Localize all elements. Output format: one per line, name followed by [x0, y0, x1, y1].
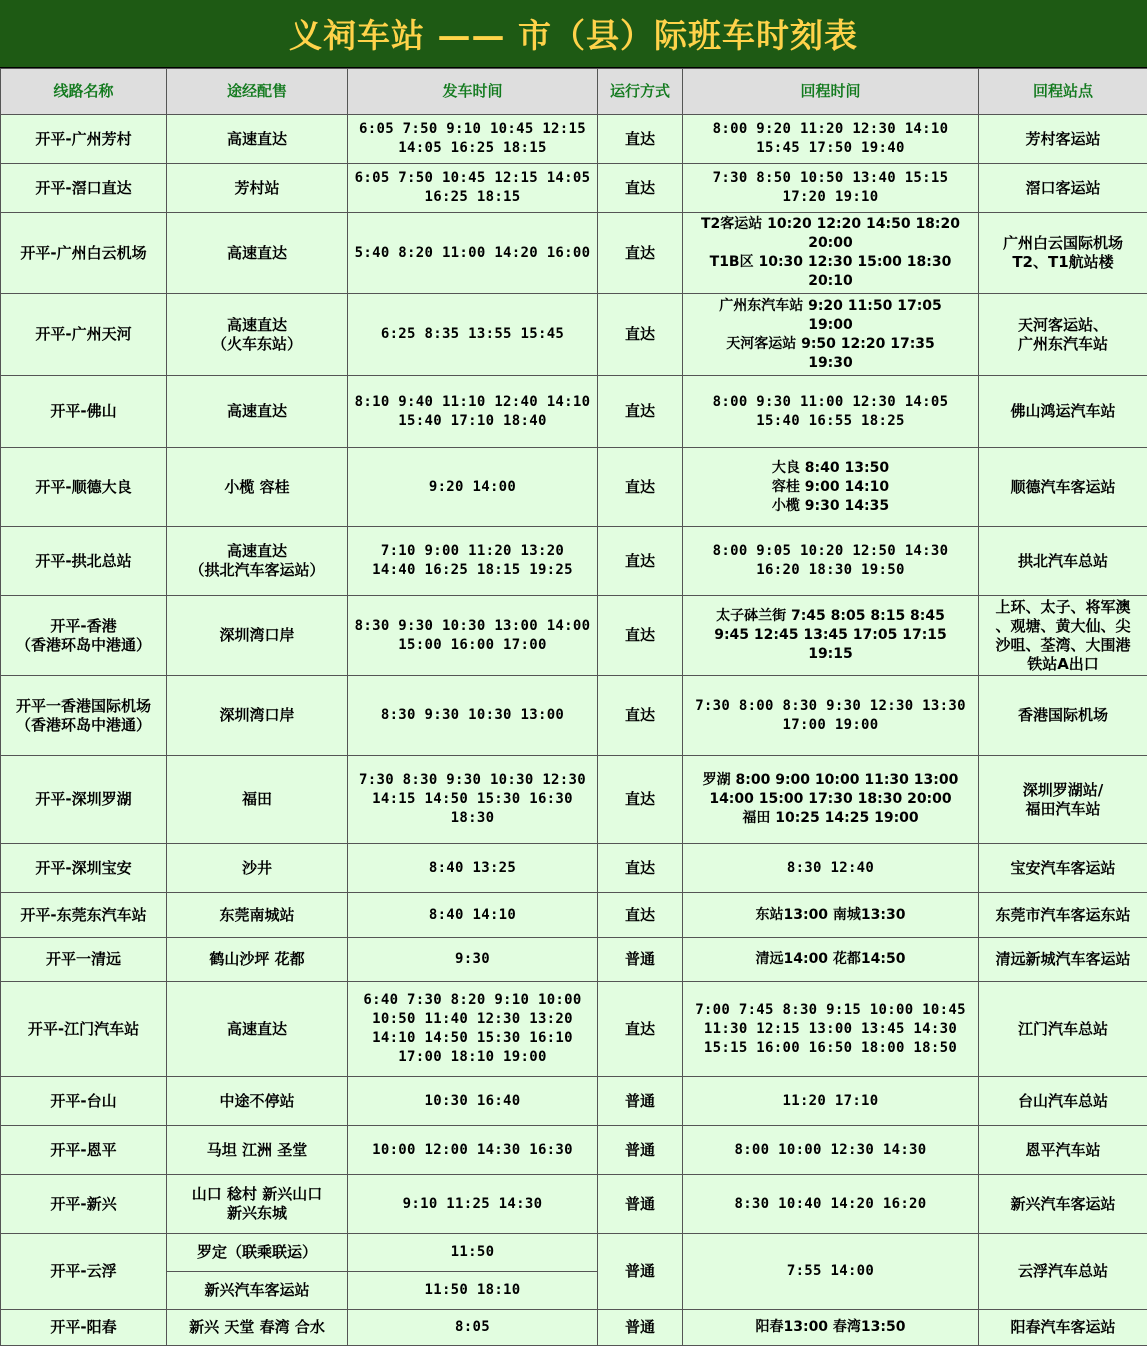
- table-row: [1, 844, 1147, 893]
- return-times: 8:00 9:20 11:20 12:30 14:10 15:45 17:50 19:40: [683, 115, 979, 164]
- return-times: 8:00 10:00 12:30 14:30: [683, 1126, 979, 1175]
- departure-times: 9:10 11:25 14:30: [348, 1175, 598, 1234]
- run-mode: 直达: [598, 844, 683, 893]
- departure-times: 8:40 13:25: [348, 844, 598, 893]
- return-station: 天河客运站、 广州东汽车站: [979, 294, 1147, 376]
- return-station: 云浮汽车总站: [979, 1234, 1147, 1310]
- departure-times: 6:05 7:50 9:10 10:45 12:15 14:05 16:25 18:15: [348, 115, 598, 164]
- route-name: 开平-深圳宝安: [1, 844, 167, 893]
- route-name: 开平-佛山: [1, 376, 167, 448]
- via-stops: 新兴 天堂 春湾 合水: [167, 1310, 348, 1346]
- return-station: 芳村客运站: [979, 115, 1147, 164]
- departure-times: 7:30 8:30 9:30 10:30 12:30 14:15 14:50 15:30 16:30 18:30: [348, 756, 598, 844]
- departure-times: 7:10 9:00 11:20 13:20 14:40 16:25 18:15 19:25: [348, 527, 598, 596]
- table-row: [1, 893, 1147, 938]
- run-mode: 直达: [598, 448, 683, 527]
- route-name: 开平-阳春: [1, 1310, 167, 1346]
- route-name: 开平-新兴: [1, 1175, 167, 1234]
- departure-times: 9:30: [348, 938, 598, 982]
- run-mode: 普通: [598, 1126, 683, 1175]
- departure-times: 8:30 9:30 10:30 13:00: [348, 676, 598, 756]
- table-row: [1, 596, 1147, 676]
- run-mode: 普通: [598, 1310, 683, 1346]
- return-times: 7:30 8:50 10:50 13:40 15:15 17:20 19:10: [683, 164, 979, 213]
- route-name: 开平-江门汽车站: [1, 982, 167, 1077]
- route-name: 开平-顺德大良: [1, 448, 167, 527]
- run-mode: 直达: [598, 596, 683, 676]
- return-times: 8:30 10:40 14:20 16:20: [683, 1175, 979, 1234]
- return-station: 深圳罗湖站/ 福田汽车站: [979, 756, 1147, 844]
- return-times: 广州东汽车站 9:20 11:50 17:05 19:00 天河客运站 9:50 12:20 17:35 19:30: [683, 294, 979, 376]
- via-stops: 高速直达: [167, 213, 348, 294]
- via-stops: 深圳湾口岸: [167, 676, 348, 756]
- return-station: 宝安汽车客运站: [979, 844, 1147, 893]
- via-stops: 芳村站: [167, 164, 348, 213]
- return-times: 大良 8:40 13:50 容桂 9:00 14:10 小榄 9:30 14:35: [683, 448, 979, 527]
- return-times: 东站13:00 南城13:30: [683, 893, 979, 938]
- route-name: 开平-深圳罗湖: [1, 756, 167, 844]
- return-station: 滘口客运站: [979, 164, 1147, 213]
- departure-times: 8:40 14:10: [348, 893, 598, 938]
- route-name: 开平-广州天河: [1, 294, 167, 376]
- return-station: 东莞市汽车客运东站: [979, 893, 1147, 938]
- return-station: 佛山鸿运汽车站: [979, 376, 1147, 448]
- return-station: 台山汽车总站: [979, 1077, 1147, 1126]
- table-row: [1, 1310, 1147, 1346]
- route-name: 开平-香港 （香港环岛中港通）: [1, 596, 167, 676]
- departure-times: 6:25 8:35 13:55 15:45: [348, 294, 598, 376]
- return-station: 拱北汽车总站: [979, 527, 1147, 596]
- departure-times: 6:40 7:30 8:20 9:10 10:00 10:50 11:40 12:30 13:20 14:10 14:50 15:30 16:10 17:00 18:10 19:00: [348, 982, 598, 1077]
- departure-times: 9:20 14:00: [348, 448, 598, 527]
- table-row: [1, 213, 1147, 294]
- departure-times: 8:30 9:30 10:30 13:00 14:00 15:00 16:00 17:00: [348, 596, 598, 676]
- departure-times: 10:30 16:40: [348, 1077, 598, 1126]
- header-via: 途经配售: [167, 69, 348, 115]
- run-mode: 普通: [598, 1077, 683, 1126]
- return-times: 8:00 9:30 11:00 12:30 14:05 15:40 16:55 18:25: [683, 376, 979, 448]
- run-mode: 普通: [598, 1175, 683, 1234]
- return-station: 广州白云国际机场 T2、T1航站楼: [979, 213, 1147, 294]
- return-station: 阳春汽车客运站: [979, 1310, 1147, 1346]
- table-row: [1, 1126, 1147, 1175]
- run-mode: 普通: [598, 938, 683, 982]
- via-stops: 高速直达 （拱北汽车客运站）: [167, 527, 348, 596]
- departure-times: 6:05 7:50 10:45 12:15 14:05 16:25 18:15: [348, 164, 598, 213]
- return-station: 新兴汽车客运站: [979, 1175, 1147, 1234]
- return-station: 香港国际机场: [979, 676, 1147, 756]
- table-row: [1, 676, 1147, 756]
- table-row: [1, 527, 1147, 596]
- run-mode: 普通: [598, 1234, 683, 1310]
- via-stops: 东莞南城站: [167, 893, 348, 938]
- table-row: [1, 982, 1147, 1077]
- return-times: 清远14:00 花都14:50: [683, 938, 979, 982]
- table-row: [1, 376, 1147, 448]
- via-stops: 山口 稔村 新兴山口 新兴东城: [167, 1175, 348, 1234]
- route-name: 开平-台山: [1, 1077, 167, 1126]
- via-stops: 中途不停站: [167, 1077, 348, 1126]
- via-stops: 高速直达: [167, 982, 348, 1077]
- run-mode: 直达: [598, 527, 683, 596]
- return-times: 太子砵兰街 7:45 8:05 8:15 8:45 9:45 12:45 13:45 17:05 17:15 19:15: [683, 596, 979, 676]
- return-station: 江门汽车总站: [979, 982, 1147, 1077]
- run-mode: 直达: [598, 893, 683, 938]
- route-name: 开平一清远: [1, 938, 167, 982]
- return-times: T2客运站 10:20 12:20 14:50 18:20 20:00 T1B区 10:30 12:30 15:00 18:30 20:10: [683, 213, 979, 294]
- return-times: 7:55 14:00: [683, 1234, 979, 1310]
- route-name: 开平-东莞东汽车站: [1, 893, 167, 938]
- return-station: 顺德汽车客运站: [979, 448, 1147, 527]
- header-return: 回程时间: [683, 69, 979, 115]
- return-times: 阳春13:00 春湾13:50: [683, 1310, 979, 1346]
- return-times: 7:00 7:45 8:30 9:15 10:00 10:45 11:30 12:15 13:00 13:45 14:30 15:15 16:00 16:50 18:00 18:50: [683, 982, 979, 1077]
- table-row: [1, 756, 1147, 844]
- return-times: 11:20 17:10: [683, 1077, 979, 1126]
- route-name: 开平-云浮: [1, 1234, 167, 1310]
- via-stops: 沙井: [167, 844, 348, 893]
- departure-times: 10:00 12:00 14:30 16:30: [348, 1126, 598, 1175]
- return-times: 8:30 12:40: [683, 844, 979, 893]
- run-mode: 直达: [598, 115, 683, 164]
- run-mode: 直达: [598, 376, 683, 448]
- via-stops: 罗定（联乘联运）: [167, 1234, 348, 1272]
- table-row: [1, 164, 1147, 213]
- departure-times: 8:05: [348, 1310, 598, 1346]
- table-row: [1, 1175, 1147, 1234]
- run-mode: 直达: [598, 164, 683, 213]
- return-times: 7:30 8:00 8:30 9:30 12:30 13:30 17:00 19:00: [683, 676, 979, 756]
- return-station: 恩平汽车站: [979, 1126, 1147, 1175]
- departure-times: 11:50: [348, 1234, 598, 1272]
- via-stops: 高速直达 （火车东站）: [167, 294, 348, 376]
- via-stops: 鹤山沙坪 花都: [167, 938, 348, 982]
- table-row: [1, 115, 1147, 164]
- run-mode: 直达: [598, 676, 683, 756]
- route-name: 开平-恩平: [1, 1126, 167, 1175]
- via-stops: 小榄 容桂: [167, 448, 348, 527]
- table-row: [1, 938, 1147, 982]
- return-station: 上环、太子、将军澳 、观塘、黄大仙、尖 沙咀、荃湾、大围港 铁站A出口: [979, 596, 1147, 676]
- header-row: [1, 69, 1147, 115]
- table-row: [1, 294, 1147, 376]
- route-name: 开平-拱北总站: [1, 527, 167, 596]
- return-times: 8:00 9:05 10:20 12:50 14:30 16:20 18:30 19:50: [683, 527, 979, 596]
- via-stops: 高速直达: [167, 115, 348, 164]
- table-row: [1, 448, 1147, 527]
- run-mode: 直达: [598, 213, 683, 294]
- via-stops: 马坦 江洲 圣堂: [167, 1126, 348, 1175]
- run-mode: 直达: [598, 756, 683, 844]
- header-station: 回程站点: [979, 69, 1147, 115]
- via-stops: 福田: [167, 756, 348, 844]
- departure-times: 11:50 18:10: [348, 1272, 598, 1310]
- route-name: 开平-滘口直达: [1, 164, 167, 213]
- table-row: [1, 1234, 1147, 1272]
- route-name: 开平-广州白云机场: [1, 213, 167, 294]
- route-name: 开平一香港国际机场 （香港环岛中港通）: [1, 676, 167, 756]
- departure-times: 8:10 9:40 11:10 12:40 14:10 15:40 17:10 18:40: [348, 376, 598, 448]
- header-route: 线路名称: [1, 69, 167, 115]
- schedule-table: [0, 68, 1147, 1346]
- header-depart: 发车时间: [348, 69, 598, 115]
- return-times: 罗湖 8:00 9:00 10:00 11:30 13:00 14:00 15:00 17:30 18:30 20:00 福田 10:25 14:25 19:00: [683, 756, 979, 844]
- page-title: 义祠车站 —— 市（县）际班车时刻表: [0, 0, 1147, 68]
- table-row: [1, 1077, 1147, 1126]
- run-mode: 直达: [598, 982, 683, 1077]
- header-mode: 运行方式: [598, 69, 683, 115]
- return-station: 清远新城汽车客运站: [979, 938, 1147, 982]
- via-stops: 高速直达: [167, 376, 348, 448]
- route-name: 开平-广州芳村: [1, 115, 167, 164]
- via-stops: 深圳湾口岸: [167, 596, 348, 676]
- run-mode: 直达: [598, 294, 683, 376]
- via-stops: 新兴汽车客运站: [167, 1272, 348, 1310]
- departure-times: 5:40 8:20 11:00 14:20 16:00: [348, 213, 598, 294]
